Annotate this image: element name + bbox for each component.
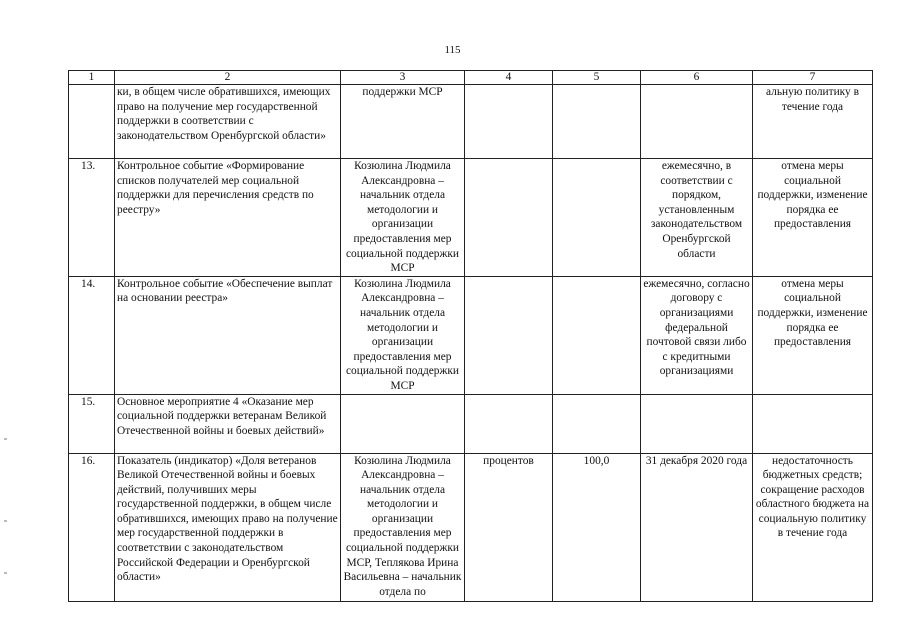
header-cell: 2 [115,71,341,85]
scan-artifact [4,438,7,440]
row-description: Контрольное событие «Обеспечение выплат на основании реестра» [115,276,341,394]
row-unit: процентов [465,453,553,601]
row-responsible: Козюлина Людмила Александровна – начальник отдела методологии и организации предоставления мер социальной поддержки МСР [341,159,465,277]
row-number: 13. [69,159,115,277]
row-description: ки, в общем числе обратившихся, имеющих право на получение мер государственной поддержки в соответствии с законодательством Оренбургской области» [115,85,341,159]
row-description: Показатель (индикатор) «Доля ветеранов Великой Отечественной войны и боевых действий, получивших меры государственной поддержки, в общем числе обратившихся, имеющих право на получение мер государственной поддержки в соответствии с законодательством Российской Федерации и Оренбургской области» [115,453,341,601]
row-number [69,85,115,159]
plan-table [68,70,873,602]
row-term [641,85,753,159]
header-cell: 3 [341,71,465,85]
row-risk: альную политику в течение года [753,85,873,159]
row-unit [465,159,553,277]
row-unit [465,85,553,159]
row-number: 15. [69,394,115,453]
header-cell: 1 [69,71,115,85]
row-value [553,276,641,394]
row-unit [465,276,553,394]
row-term: ежемесячно, согласно договору с организациями федеральной почтовой связи либо с кредитными организациями [641,276,753,394]
row-description: Основное мероприятие 4 «Оказание мер социальной поддержки ветеранам Великой Отечественной войны и боевых действий» [115,394,341,453]
row-value [553,159,641,277]
row-risk: отмена меры социальной поддержки, изменение порядка ее предоставления [753,159,873,277]
table-row [69,453,873,601]
row-risk: недостаточность бюджетных средств; сокращение расходов областного бюджета на социальную политику в течение года [753,453,873,601]
row-term: ежемесячно, в соответствии с порядком, установленным законодательством Оренбургской области [641,159,753,277]
row-unit [465,394,553,453]
header-cell: 4 [465,71,553,85]
row-term [641,394,753,453]
table-header-row [69,71,873,85]
row-number: 16. [69,453,115,601]
row-term: 31 декабря 2020 года [641,453,753,601]
row-number: 14. [69,276,115,394]
table-row [69,276,873,394]
row-responsible: Козюлина Людмила Александровна – начальник отдела методологии и организации предоставления мер социальной поддержки МСР [341,276,465,394]
row-description: Контрольное событие «Формирование списков получателей мер социальной поддержки для перечисления средств по реестру» [115,159,341,277]
page-number: 115 [444,44,461,56]
row-value: 100,0 [553,453,641,601]
scan-artifact [4,520,7,522]
row-responsible [341,394,465,453]
table-row [69,394,873,453]
row-risk: отмена меры социальной поддержки, изменение порядка ее предоставления [753,276,873,394]
header-cell: 6 [641,71,753,85]
row-responsible: Козюлина Людмила Александровна – начальник отдела методологии и организации предоставления мер социальной поддержки МСР, Теплякова Ирина Васильевна – начальник отдела по [341,453,465,601]
row-value [553,85,641,159]
row-value [553,394,641,453]
table-row [69,159,873,277]
header-cell: 7 [753,71,873,85]
table-row [69,85,873,159]
row-risk [753,394,873,453]
scan-artifact [4,572,7,574]
row-responsible: поддержки МСР [341,85,465,159]
header-cell: 5 [553,71,641,85]
